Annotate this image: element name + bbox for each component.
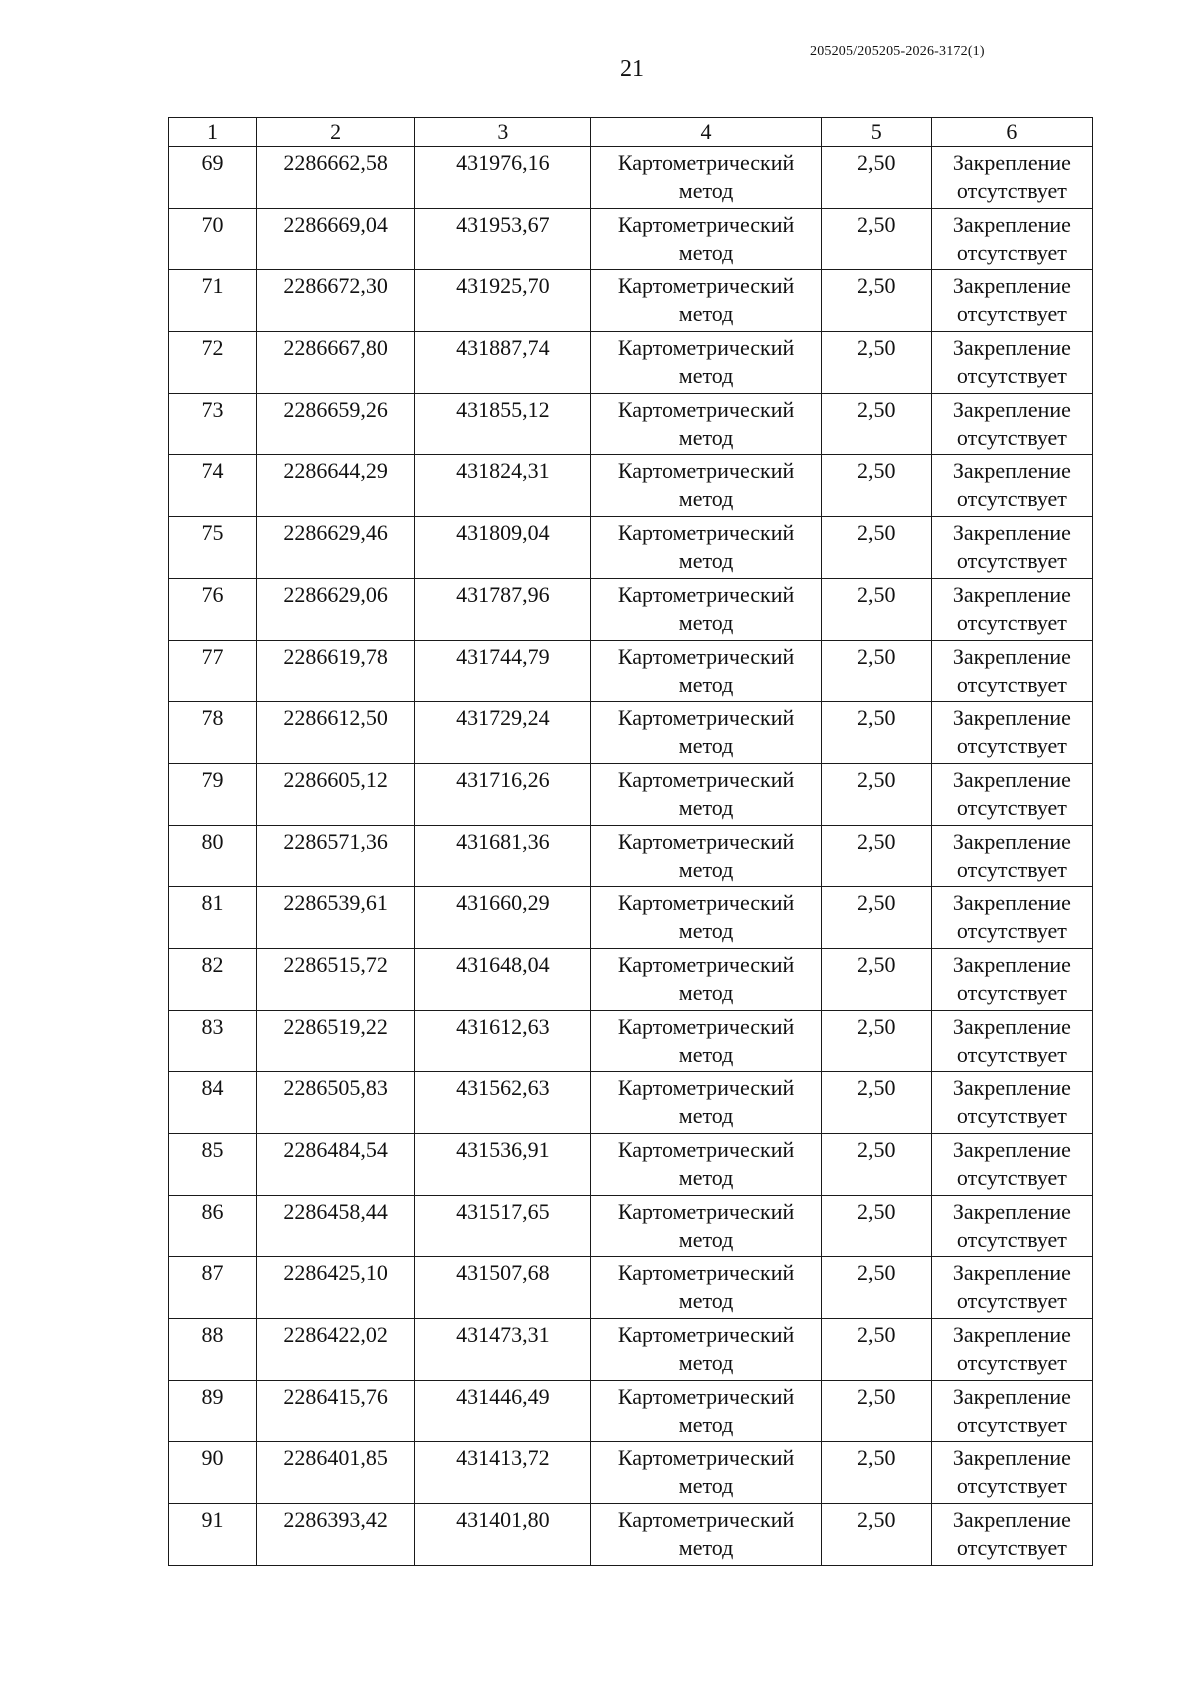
document-code: 205205/205205-2026-3172(1) xyxy=(810,44,985,59)
point-number-cell: 88 xyxy=(169,1319,257,1381)
table-row xyxy=(169,517,1093,579)
point-number-cell: 76 xyxy=(169,578,257,640)
table-row xyxy=(169,270,1093,332)
x-coordinate-cell: 2286539,61 xyxy=(257,887,415,949)
fixation-cell: Закрепление отсутствует xyxy=(931,825,1092,887)
point-number-cell: 91 xyxy=(169,1504,257,1566)
x-coordinate-cell: 2286458,44 xyxy=(257,1195,415,1257)
fixation-cell: Закрепление отсутствует xyxy=(931,1380,1092,1442)
y-coordinate-cell: 431446,49 xyxy=(415,1380,591,1442)
point-number-cell: 70 xyxy=(169,208,257,270)
x-coordinate-cell: 2286662,58 xyxy=(257,147,415,209)
x-coordinate-cell: 2286619,78 xyxy=(257,640,415,702)
fixation-cell: Закрепление отсутствует xyxy=(931,1257,1092,1319)
fixation-cell: Закрепление отсутствует xyxy=(931,393,1092,455)
y-coordinate-cell: 431716,26 xyxy=(415,763,591,825)
table-row xyxy=(169,332,1093,394)
accuracy-cell: 2,50 xyxy=(821,1380,931,1442)
y-coordinate-cell: 431660,29 xyxy=(415,887,591,949)
y-coordinate-cell: 431809,04 xyxy=(415,517,591,579)
table-row xyxy=(169,640,1093,702)
point-number-cell: 79 xyxy=(169,763,257,825)
x-coordinate-cell: 2286629,06 xyxy=(257,578,415,640)
method-cell: Картометрический метод xyxy=(591,763,821,825)
accuracy-cell: 2,50 xyxy=(821,270,931,332)
x-coordinate-cell: 2286415,76 xyxy=(257,1380,415,1442)
table-row xyxy=(169,1257,1093,1319)
fixation-cell: Закрепление отсутствует xyxy=(931,1195,1092,1257)
accuracy-cell: 2,50 xyxy=(821,1257,931,1319)
x-coordinate-cell: 2286515,72 xyxy=(257,948,415,1010)
method-cell: Картометрический метод xyxy=(591,1504,821,1566)
column-header: 2 xyxy=(257,118,415,147)
accuracy-cell: 2,50 xyxy=(821,763,931,825)
y-coordinate-cell: 431855,12 xyxy=(415,393,591,455)
accuracy-cell: 2,50 xyxy=(821,948,931,1010)
method-cell: Картометрический метод xyxy=(591,1319,821,1381)
method-cell: Картометрический метод xyxy=(591,948,821,1010)
accuracy-cell: 2,50 xyxy=(821,887,931,949)
table-row xyxy=(169,1504,1093,1566)
column-header: 5 xyxy=(821,118,931,147)
x-coordinate-cell: 2286422,02 xyxy=(257,1319,415,1381)
y-coordinate-cell: 431925,70 xyxy=(415,270,591,332)
fixation-cell: Закрепление отсутствует xyxy=(931,455,1092,517)
y-coordinate-cell: 431729,24 xyxy=(415,702,591,764)
y-coordinate-cell: 431536,91 xyxy=(415,1134,591,1196)
x-coordinate-cell: 2286605,12 xyxy=(257,763,415,825)
y-coordinate-cell: 431787,96 xyxy=(415,578,591,640)
x-coordinate-cell: 2286393,42 xyxy=(257,1504,415,1566)
accuracy-cell: 2,50 xyxy=(821,393,931,455)
method-cell: Картометрический метод xyxy=(591,1010,821,1072)
fixation-cell: Закрепление отсутствует xyxy=(931,763,1092,825)
y-coordinate-cell: 431648,04 xyxy=(415,948,591,1010)
x-coordinate-cell: 2286672,30 xyxy=(257,270,415,332)
table-body xyxy=(169,147,1093,1566)
x-coordinate-cell: 2286425,10 xyxy=(257,1257,415,1319)
table-row xyxy=(169,1380,1093,1442)
accuracy-cell: 2,50 xyxy=(821,1504,931,1566)
accuracy-cell: 2,50 xyxy=(821,578,931,640)
point-number-cell: 90 xyxy=(169,1442,257,1504)
table-row xyxy=(169,1319,1093,1381)
x-coordinate-cell: 2286629,46 xyxy=(257,517,415,579)
fixation-cell: Закрепление отсутствует xyxy=(931,270,1092,332)
x-coordinate-cell: 2286571,36 xyxy=(257,825,415,887)
fixation-cell: Закрепление отсутствует xyxy=(931,640,1092,702)
y-coordinate-cell: 431413,72 xyxy=(415,1442,591,1504)
column-header: 1 xyxy=(169,118,257,147)
x-coordinate-cell: 2286519,22 xyxy=(257,1010,415,1072)
point-number-cell: 74 xyxy=(169,455,257,517)
fixation-cell: Закрепление отсутствует xyxy=(931,147,1092,209)
accuracy-cell: 2,50 xyxy=(821,1442,931,1504)
x-coordinate-cell: 2286659,26 xyxy=(257,393,415,455)
accuracy-cell: 2,50 xyxy=(821,332,931,394)
column-header: 3 xyxy=(415,118,591,147)
accuracy-cell: 2,50 xyxy=(821,1072,931,1134)
x-coordinate-cell: 2286484,54 xyxy=(257,1134,415,1196)
point-number-cell: 77 xyxy=(169,640,257,702)
page-number: 21 xyxy=(620,56,644,82)
point-number-cell: 85 xyxy=(169,1134,257,1196)
fixation-cell: Закрепление отсутствует xyxy=(931,887,1092,949)
accuracy-cell: 2,50 xyxy=(821,1319,931,1381)
table-row xyxy=(169,1134,1093,1196)
table-row xyxy=(169,578,1093,640)
point-number-cell: 82 xyxy=(169,948,257,1010)
accuracy-cell: 2,50 xyxy=(821,455,931,517)
y-coordinate-cell: 431401,80 xyxy=(415,1504,591,1566)
method-cell: Картометрический метод xyxy=(591,578,821,640)
method-cell: Картометрический метод xyxy=(591,887,821,949)
accuracy-cell: 2,50 xyxy=(821,825,931,887)
method-cell: Картометрический метод xyxy=(591,1195,821,1257)
y-coordinate-cell: 431744,79 xyxy=(415,640,591,702)
table-row xyxy=(169,147,1093,209)
method-cell: Картометрический метод xyxy=(591,1257,821,1319)
table-row xyxy=(169,1195,1093,1257)
x-coordinate-cell: 2286505,83 xyxy=(257,1072,415,1134)
accuracy-cell: 2,50 xyxy=(821,702,931,764)
fixation-cell: Закрепление отсутствует xyxy=(931,1134,1092,1196)
accuracy-cell: 2,50 xyxy=(821,640,931,702)
table-row xyxy=(169,208,1093,270)
y-coordinate-cell: 431824,31 xyxy=(415,455,591,517)
fixation-cell: Закрепление отсутствует xyxy=(931,1504,1092,1566)
accuracy-cell: 2,50 xyxy=(821,147,931,209)
point-number-cell: 89 xyxy=(169,1380,257,1442)
fixation-cell: Закрепление отсутствует xyxy=(931,1010,1092,1072)
x-coordinate-cell: 2286644,29 xyxy=(257,455,415,517)
coordinates-table xyxy=(168,117,1093,1566)
x-coordinate-cell: 2286401,85 xyxy=(257,1442,415,1504)
method-cell: Картометрический метод xyxy=(591,517,821,579)
method-cell: Картометрический метод xyxy=(591,640,821,702)
y-coordinate-cell: 431562,63 xyxy=(415,1072,591,1134)
accuracy-cell: 2,50 xyxy=(821,1010,931,1072)
table-row xyxy=(169,825,1093,887)
y-coordinate-cell: 431517,65 xyxy=(415,1195,591,1257)
point-number-cell: 81 xyxy=(169,887,257,949)
method-cell: Картометрический метод xyxy=(591,270,821,332)
y-coordinate-cell: 431612,63 xyxy=(415,1010,591,1072)
fixation-cell: Закрепление отсутствует xyxy=(931,332,1092,394)
column-header: 6 xyxy=(931,118,1092,147)
x-coordinate-cell: 2286667,80 xyxy=(257,332,415,394)
method-cell: Картометрический метод xyxy=(591,825,821,887)
method-cell: Картометрический метод xyxy=(591,455,821,517)
fixation-cell: Закрепление отсутствует xyxy=(931,1072,1092,1134)
point-number-cell: 71 xyxy=(169,270,257,332)
table-row xyxy=(169,887,1093,949)
fixation-cell: Закрепление отсутствует xyxy=(931,948,1092,1010)
y-coordinate-cell: 431887,74 xyxy=(415,332,591,394)
table-row xyxy=(169,393,1093,455)
fixation-cell: Закрепление отсутствует xyxy=(931,1319,1092,1381)
table-row xyxy=(169,1072,1093,1134)
method-cell: Картометрический метод xyxy=(591,393,821,455)
column-header: 4 xyxy=(591,118,821,147)
method-cell: Картометрический метод xyxy=(591,1072,821,1134)
x-coordinate-cell: 2286669,04 xyxy=(257,208,415,270)
fixation-cell: Закрепление отсутствует xyxy=(931,702,1092,764)
accuracy-cell: 2,50 xyxy=(821,517,931,579)
accuracy-cell: 2,50 xyxy=(821,208,931,270)
point-number-cell: 84 xyxy=(169,1072,257,1134)
y-coordinate-cell: 431473,31 xyxy=(415,1319,591,1381)
table-row xyxy=(169,763,1093,825)
table-header xyxy=(169,118,1093,147)
point-number-cell: 73 xyxy=(169,393,257,455)
point-number-cell: 72 xyxy=(169,332,257,394)
y-coordinate-cell: 431681,36 xyxy=(415,825,591,887)
point-number-cell: 83 xyxy=(169,1010,257,1072)
method-cell: Картометрический метод xyxy=(591,1134,821,1196)
accuracy-cell: 2,50 xyxy=(821,1195,931,1257)
fixation-cell: Закрепление отсутствует xyxy=(931,1442,1092,1504)
table-row xyxy=(169,455,1093,517)
point-number-cell: 87 xyxy=(169,1257,257,1319)
table-row xyxy=(169,1010,1093,1072)
table-row xyxy=(169,702,1093,764)
y-coordinate-cell: 431953,67 xyxy=(415,208,591,270)
accuracy-cell: 2,50 xyxy=(821,1134,931,1196)
table-row xyxy=(169,948,1093,1010)
method-cell: Картометрический метод xyxy=(591,1442,821,1504)
table-row xyxy=(169,1442,1093,1504)
point-number-cell: 69 xyxy=(169,147,257,209)
point-number-cell: 78 xyxy=(169,702,257,764)
x-coordinate-cell: 2286612,50 xyxy=(257,702,415,764)
method-cell: Картометрический метод xyxy=(591,702,821,764)
y-coordinate-cell: 431507,68 xyxy=(415,1257,591,1319)
method-cell: Картометрический метод xyxy=(591,332,821,394)
fixation-cell: Закрепление отсутствует xyxy=(931,208,1092,270)
method-cell: Картометрический метод xyxy=(591,1380,821,1442)
point-number-cell: 75 xyxy=(169,517,257,579)
method-cell: Картометрический метод xyxy=(591,147,821,209)
y-coordinate-cell: 431976,16 xyxy=(415,147,591,209)
header-row xyxy=(169,118,1093,147)
method-cell: Картометрический метод xyxy=(591,208,821,270)
fixation-cell: Закрепление отсутствует xyxy=(931,517,1092,579)
point-number-cell: 80 xyxy=(169,825,257,887)
fixation-cell: Закрепление отсутствует xyxy=(931,578,1092,640)
point-number-cell: 86 xyxy=(169,1195,257,1257)
